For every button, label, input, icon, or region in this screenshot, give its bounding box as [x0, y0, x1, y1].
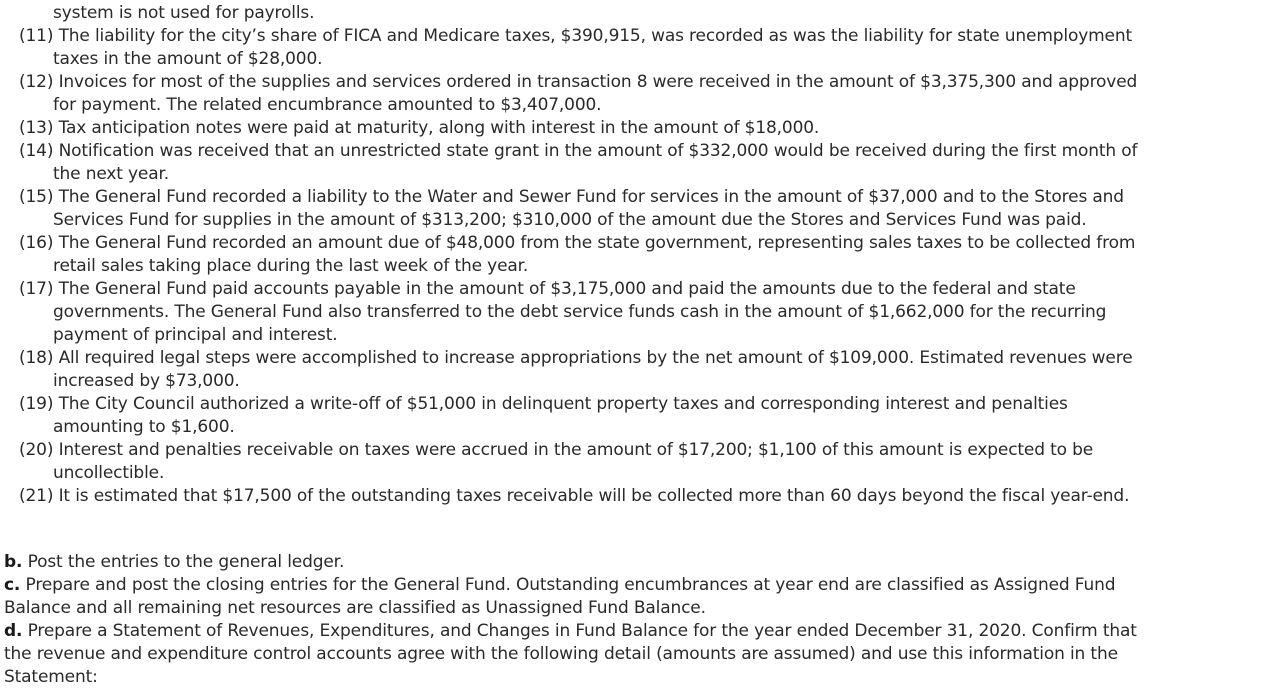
transaction-text-cont: the next year.	[53, 164, 170, 184]
transaction-text: Invoices for most of the supplies and services ordered in transaction 8 were received in the amount of $3,375,300 and approved	[58, 72, 1138, 92]
part-c	[4, 574, 1115, 597]
transaction-12	[19, 71, 1137, 94]
part-b	[4, 551, 344, 574]
transaction-18	[19, 347, 1133, 370]
transaction-text: It is estimated that $17,500 of the outstanding taxes receivable will be collected more than 60 days beyond the fiscal year-end.	[58, 486, 1130, 506]
transaction-number: (14)	[19, 141, 54, 161]
transaction-text-cont: taxes in the amount of $28,000.	[53, 49, 323, 69]
part-label: b.	[4, 552, 23, 572]
transaction-text: The liability for the city’s share of FICA and Medicare taxes, $390,915, was recorded as was the liability for state unemployment	[58, 26, 1132, 46]
transaction-text: The City Council authorized a write-off of $51,000 in delinquent property taxes and corresponding interest and penalties	[58, 394, 1068, 414]
part-text-cont: Balance and all remaining net resources are classified as Unassigned Fund Balance.	[4, 598, 706, 618]
transaction-20	[19, 439, 1093, 462]
transaction-text-cont: payment of principal and interest.	[53, 325, 338, 345]
transaction-text: Notification was received that an unrestricted state grant in the amount of $332,000 would be received during the first month of	[58, 141, 1138, 161]
transaction-text-cont: governments. The General Fund also transferred to the debt service funds cash in the amount of $1,662,000 for the recurring	[53, 302, 1107, 322]
transaction-number: (11)	[19, 26, 54, 46]
transaction-14	[19, 140, 1137, 163]
transaction-21	[19, 485, 1129, 508]
transaction-number: (15)	[19, 187, 54, 207]
transaction-number: (13)	[19, 118, 54, 138]
part-text: Prepare and post the closing entries for the General Fund. Outstanding encumbrances at year end are classified as Assigned Fund	[25, 575, 1116, 595]
transaction-text: Tax anticipation notes were paid at maturity, along with interest in the amount of $18,000.	[58, 118, 820, 138]
transaction-text: Interest and penalties receivable on taxes were accrued in the amount of $17,200; $1,100 of this amount is expected to be	[58, 440, 1094, 460]
part-d	[4, 620, 1137, 643]
transaction-number: (21)	[19, 486, 54, 506]
part-label: d.	[4, 621, 23, 641]
part-text: Post the entries to the general ledger.	[27, 552, 345, 572]
continued-text: system is not used for payrolls.	[53, 3, 315, 23]
transaction-19	[19, 393, 1068, 416]
transaction-number: (16)	[19, 233, 54, 253]
transaction-text-cont: increased by $73,000.	[53, 371, 240, 391]
transaction-text-cont: uncollectible.	[53, 463, 165, 483]
transaction-number: (17)	[19, 279, 54, 299]
part-text-cont: Statement:	[4, 667, 98, 687]
transaction-text: The General Fund recorded a liability to the Water and Sewer Fund for services in the amount of $37,000 and to the Stores and	[58, 187, 1124, 207]
part-text-cont: the revenue and expenditure control accounts agree with the following detail (amounts are assumed) and use this information in the	[4, 644, 1118, 664]
transaction-text-cont: amounting to $1,600.	[53, 417, 235, 437]
transaction-17	[19, 278, 1076, 301]
transaction-text-cont: for payment. The related encumbrance amounted to $3,407,000.	[53, 95, 602, 115]
transaction-11	[19, 25, 1132, 48]
transaction-15	[19, 186, 1124, 209]
transaction-number: (19)	[19, 394, 54, 414]
part-label: c.	[4, 575, 21, 595]
transaction-16	[19, 232, 1135, 255]
transaction-number: (12)	[19, 72, 54, 92]
transaction-text-cont: retail sales taking place during the last week of the year.	[53, 256, 529, 276]
transaction-number: (20)	[19, 440, 54, 460]
part-text: Prepare a Statement of Revenues, Expenditures, and Changes in Fund Balance for the year ended December 31, 2020. Confirm that	[27, 621, 1137, 641]
transaction-text-cont: Services Fund for supplies in the amount of $313,200; $310,000 of the amount due the Stores and Services Fund was paid.	[53, 210, 1087, 230]
transaction-13	[19, 117, 819, 140]
transaction-text: The General Fund recorded an amount due of $48,000 from the state government, representing sales taxes to be collected from	[58, 233, 1136, 253]
transaction-text: The General Fund paid accounts payable in the amount of $3,175,000 and paid the amounts due to the federal and state	[58, 279, 1076, 299]
transaction-number: (18)	[19, 348, 54, 368]
transaction-text: All required legal steps were accomplished to increase appropriations by the net amount of $109,000. Estimated revenues were	[58, 348, 1133, 368]
